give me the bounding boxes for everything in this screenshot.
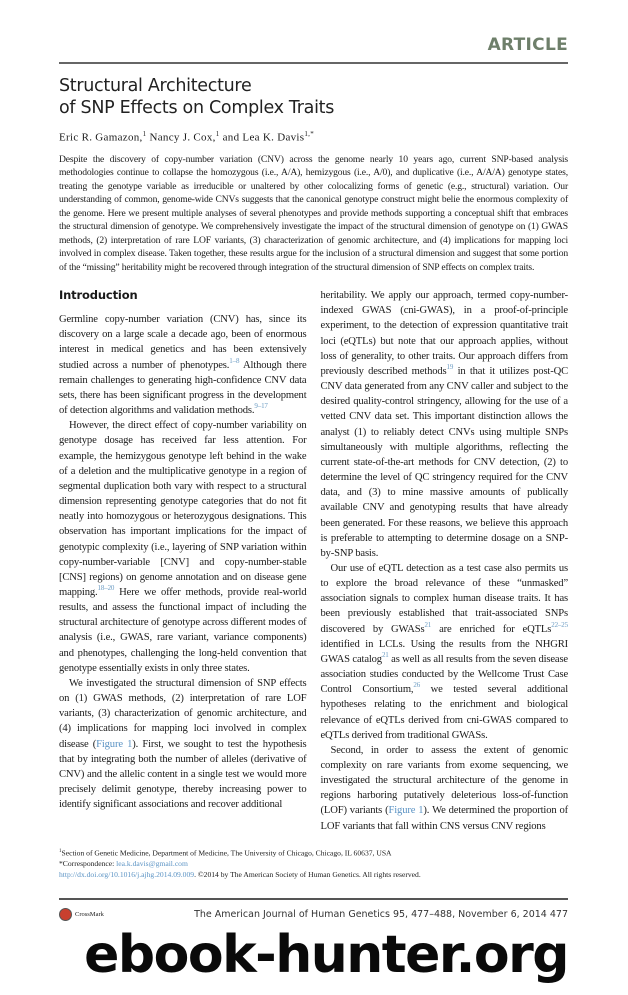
text-run: Here we offer methods, provide real-world results, and assess the functional impact of including the structural architecture of genotype across different modes of analysis (i.e., GWAS, rare variant, variance components) and phenotypes, challenging the long-held convention that genotype essentially exists in only three states. [59, 586, 307, 674]
text-run: Second, in order to assess the extent of genomic complexity on rare variants from exome sequencing, we investigated the structural architecture of the genome in regions harboring putatively deleterious loss-of-function (LOF) variants ( [320, 744, 568, 817]
correspondence-label: *Correspondence: [59, 859, 117, 869]
text-run: as well as all results from the seven disease association studies conducted by the Wellcome Trust Case Control Consortium, [320, 653, 568, 696]
author: and Lea K. Davis [222, 131, 305, 144]
journal-footer: The American Journal of Human Genetics 95, 477–488, November 6, 2014 477 [194, 909, 568, 921]
email-link[interactable]: lea.k.davis@gmail.com [116, 859, 188, 869]
body-paragraph [59, 418, 307, 676]
citation-ref[interactable]: 26 [413, 681, 421, 690]
copyright: . ©2014 by The American Society of Human Genetics. All rights reserved. [194, 870, 421, 880]
text-run: Our use of eQTL detection as a test case also permits us to explore the broad relevance of these “unmasked” association signals to complex human disease traits. It has been previously established that trait-associated SNPs discovered by GWASs [320, 562, 568, 635]
crossmark-badge[interactable] [59, 908, 104, 921]
figure-link[interactable]: Figure 1 [96, 738, 133, 750]
citation-ref[interactable]: 21 [381, 650, 389, 659]
text-run: heritability. We apply our approach, termed copy-number-indexed GWAS (cni-GWAS), in a proof-of-principle experiment, to the detection of expression quantitative trait loci (eQTLs) but note that our approach applies, without loss of generality, to other traits. Our approach differs from previously described methods [320, 290, 568, 377]
affiliation-footnote [59, 846, 568, 859]
text-run: However, the direct effect of copy-number variability on genotype dosage has received far less attention. For example, the hemizygous genotype left behind in the wake of a deletion and the multiplicative genotype in a region of segmental duplication both vary with respect to a structural dimension representing genotype categories that do not fit neatly into homozygous or heterozygous designations. This observation has important implications for the impact of genotypic complexity (i.e., layering of SNP variation within copy-number-variable [CNV] and copy-number-stable [CNS] regions) on genome annotation and on disease gene mapping. [59, 420, 307, 598]
body-paragraph [59, 312, 307, 418]
text-run: in that it utilizes post-QC CNV data generated from any CNV caller and subject to the desired quality-control stringency, allowing for the use of a vetted CNV data set. This important distinction allows the analyst (1) to reliably detect CNVs using multiple SNPs simultaneously with multiple algorithms, reflecting the current state-of-the-art methods for CNV detection, (2) to determine the level of QC stringency required for the CNV data, and (3) to mine massive amounts of publically available CNV and genotyping results that have already been generated. For these reasons, we believe this approach is preferable to attempting to determine dosage on a SNP-by-SNP basis. [320, 365, 569, 559]
citation-ref[interactable]: 21 [424, 620, 432, 629]
text-run: Germline copy-number variation (CNV) has, since its discovery on a large scale a decade ago, been of enormous interest in medical genetics and has been extensively studied across a number of phenotypes. [59, 314, 307, 371]
text-run: identified in LCLs. Using the results from the NHGRI GWAS catalog [320, 638, 568, 665]
footer [59, 908, 568, 921]
header-rule [59, 62, 568, 64]
author: Nancy J. Cox, [149, 131, 216, 144]
left-column [59, 288, 307, 812]
article-title [59, 75, 568, 119]
section-heading-introduction: Introduction [59, 288, 138, 303]
citation-ref[interactable]: 19 [446, 362, 454, 371]
right-column [321, 288, 569, 834]
body-paragraph [321, 288, 569, 561]
affiliation-text: Section of Genetic Medicine, Department of Medicine, The University of Chicago, Chicago, IL 60637, USA [61, 848, 392, 858]
citation-ref[interactable]: 1–8 [229, 356, 240, 365]
affiliation-mark: 1 [142, 130, 147, 138]
doi-link[interactable]: http://dx.doi.org/10.1016/j.ajhg.2014.09.009 [59, 870, 195, 880]
text-run: are enriched for eQTLs [431, 623, 552, 635]
body-paragraph [59, 676, 307, 812]
title-line-1: Structural Architecture [59, 76, 252, 96]
abstract: Despite the discovery of copy-number variation (CNV) across the genome nearly 10 years ago, current SNP-based analysis methodologies continue to collapse the homozygous (i.e., A/A), hemizygous (i.e., A/0), and duplicative (i.e., A/A/A) genotype states, treating the genotype variable as irreducible or unaltered by other colocalizing forms of genetic (e.g., structural) variation. Our understanding of common, genome-wide CNVs suggests that the canonical genotype construct might belie the enormous complexity of the genome. Here we present multiple analyses of several phenotypes and provide methods supporting a conceptual shift that embraces the structural dimension of genotype. We comprehensively investigate the impact of the structural dimension of genotype on (1) GWAS methods, (2) interpretation of rare LOF variants, (3) characterization of genomic architecture, and (4) implications for mapping loci involved in complex disease. Taken together, these results argue for the inclusion of a structural dimension and suggest that some portion of the “missing” heritability might be recovered through integration of the structural dimension of SNP effects on complex traits. [59, 153, 568, 273]
affiliation-mark: 1 [215, 130, 220, 138]
author: Eric R. Gamazon, [59, 131, 143, 144]
title-line-2: of SNP Effects on Complex Traits [59, 98, 335, 118]
body-columns [59, 288, 568, 834]
text-run: Although there remain challenges to generating high-confidence CNV data sets, there has been significant progress in the development of detection algorithms and validation methods. [59, 359, 307, 417]
watermark: ebook-hunter.org [84, 925, 568, 986]
figure-link[interactable]: Figure 1 [388, 805, 424, 817]
text-run: ). We determined the proportion of LOF variants that fall within CNS versus CNV regions [320, 805, 569, 832]
footnotes [59, 846, 568, 881]
correspondence [59, 858, 568, 869]
crossmark-label: CrossMark [75, 911, 104, 919]
footer-rule [59, 898, 568, 900]
body-paragraph [321, 743, 569, 834]
body-paragraph [321, 561, 569, 743]
citation-ref[interactable]: 18–20 [97, 583, 115, 592]
crossmark-icon [59, 908, 72, 921]
author-list [59, 127, 568, 145]
affiliation-mark: 1,* [304, 130, 315, 138]
citation-ref[interactable]: 22–25 [551, 620, 568, 629]
article-type-label: ARTICLE [487, 35, 568, 55]
doi-line [59, 869, 568, 880]
text-run: ). First, we sought to test the hypothesis that by integrating both the number of alleles (derivative of CNV) and the allelic content in a single test we would more precisely delimit genotype, thereby increasing power to identify significant associations and recover additional [59, 738, 307, 811]
citation-ref[interactable]: 9–17 [254, 402, 268, 411]
text-run: we tested several additional hypotheses relating to the enrichment and biological relevance of eQTLs derived from cni-GWAS compared to eQTLs derived from traditional GWASs. [320, 684, 568, 741]
text-run: We investigated the structural dimension of SNP effects on (1) GWAS methods, (2) interpretation of rare LOF variants, (3) characterization of genomic architecture, and (4) implications for mapping loci involved in complex disease ( [59, 677, 307, 750]
affiliation-mark: 1 [59, 848, 62, 854]
